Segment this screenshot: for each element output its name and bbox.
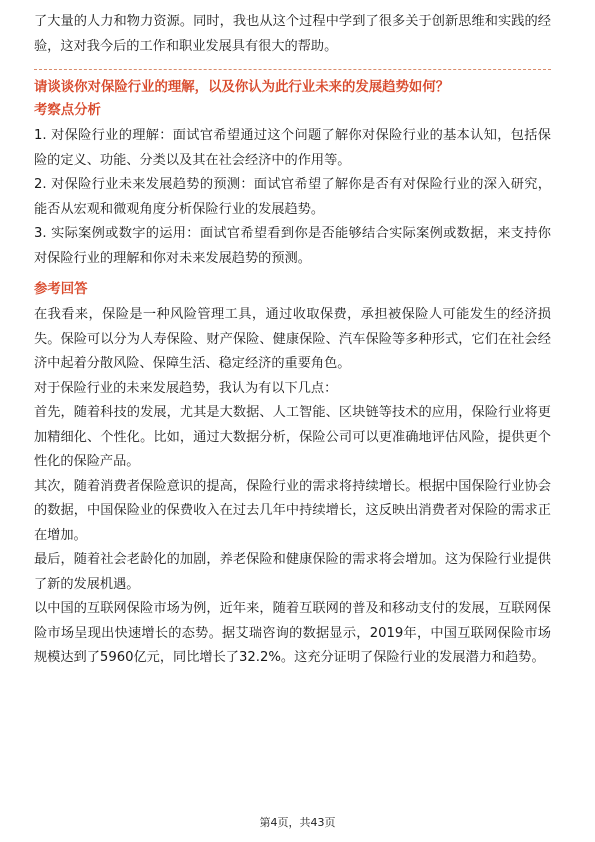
answer-paragraph: 对于保险行业的未来发展趋势，我认为有以下几点：	[34, 380, 338, 396]
analysis-point: 3. 实际案例或数字的运用：面试官希望看到你是否能够结合实际案例或数据，来支持你对保险行业的理解和你对未来发展趋势的预测。	[34, 226, 551, 266]
answer-paragraph: 首先，随着科技的发展，尤其是大数据、人工智能、区块链等技术的应用，保险行业将更加精细化、个性化。比如，通过大数据分析，保险公司可以更准确地评估风险，提供更个性化的保险产品。	[34, 405, 551, 469]
intro-paragraph: 了大量的人力和物力资源。同时，我也从这个过程中学到了很多关于创新思维和实践的经验，这对我今后的工作和职业发展具有很大的帮助。	[34, 14, 551, 54]
analysis-point: 1. 对保险行业的理解：面试官希望通过这个问题了解你对保险行业的基本认知，包括保险的定义、功能、分类以及其在社会经济中的作用等。	[34, 128, 551, 168]
question-title: 请谈谈你对保险行业的理解，以及你认为此行业未来的发展趋势如何？	[34, 80, 450, 95]
answer-paragraph: 在我看来，保险是一种风险管理工具，通过收取保费，承担被保险人可能发生的经济损失。保险可以分为人寿保险、财产保险、健康保险、汽车保险等多种形式，它们在社会经济中起着分散风险、保障生活、稳定经济的重要角色。	[34, 307, 551, 371]
answer-paragraph: 最后，随着社会老龄化的加剧，养老保险和健康保险的需求将会增加。这为保险行业提供了新的发展机遇。	[34, 552, 551, 592]
answer-paragraph: 其次，随着消费者保险意识的提高，保险行业的需求将持续增长。根据中国保险行业协会的数据，中国保险业的保费收入在过去几年中持续增长，这反映出消费者对保险的需求正在增加。	[34, 478, 551, 543]
answer-paragraph: 以中国的互联网保险市场为例，近年来，随着互联网的普及和移动支付的发展，互联网保险市场呈现出快速增长的态势。据艾瑞咨询的数据显示，2019年，中国互联网保险市场规模达到了5960亿元，同比增长了32.2%。这充分证明了保险行业的发展潜力和趋势。	[34, 601, 551, 665]
answer-heading: 参考回答	[34, 282, 88, 297]
spacer	[34, 271, 551, 279]
analysis-point: 2. 对保险行业未来发展趋势的预测：面试官希望了解你是否有对保险行业的深入研究，能否从宏观和微观角度分析保险行业的发展趋势。	[34, 177, 551, 217]
section-divider	[34, 69, 551, 70]
analysis-heading: 考察点分析	[34, 103, 101, 118]
page-number: 第4页，共43页	[259, 816, 336, 829]
